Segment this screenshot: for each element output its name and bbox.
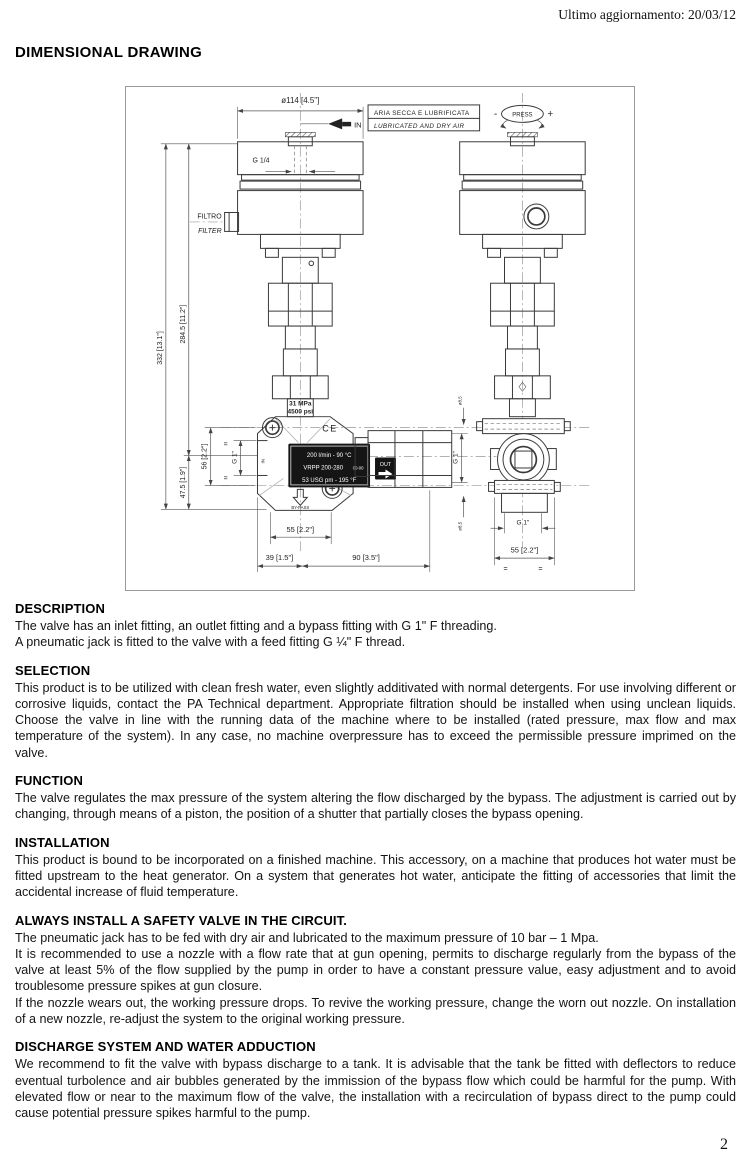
rotate-ccw-arrow-icon [503,120,507,128]
plate-model: VRPP 200-280 [303,465,344,472]
equals-mark: = [503,566,508,574]
filtro-label: FILTRO [197,213,222,221]
section-safety-valve [15,913,736,1028]
page-title: DIMENSIONAL DRAWING [15,44,203,61]
plate-code: 00-00 [352,465,364,471]
inlet-air-callout [300,105,479,131]
dim-55-side-label: 55 [2.2"] [510,545,539,555]
press-knob-callout [494,105,554,128]
section-heading: INSTALLATION [15,834,110,850]
hole-dia-top-label: ø8,5 [457,396,463,406]
g1-bottom-label: G 1" [516,519,530,527]
cylinder-plug [524,204,549,229]
section-selection [15,663,736,761]
section-heading: ALWAYS INSTALL A SAFETY VALVE IN THE CIRCUIT. [15,912,347,928]
equals-mark: = [538,566,543,574]
out-label: OUT [379,461,392,468]
section-paragraph: This product is to be utilized with clean fresh water, even slightly additivated with normal detergents. For use involving different or corrosive liquids, contact the PA Technical department. Appropriate filtration should be installed when using unclean liquids. Choose the valve in line with the running data of the machine where to be installed (rated pressure, max flow and max temperature of the system). In any case, no machine overpressure has to exceed the permissible pressure imprimed on the valve. [15,680,736,760]
section-paragraph: A pneumatic jack is fitted to the valve with a feed fitting G ¼" F thread. [15,635,406,650]
in-port-marking: IN [260,459,266,464]
front-view-dimensions [157,144,468,572]
pressure-psi-label: 4500 psi [287,408,314,416]
document-body [15,601,736,1122]
last-updated-label: Ultimo aggiornamento: 20/03/12 [558,7,736,22]
dim-diameter-label: ø114 [4.5"] [281,95,320,105]
g1-outlet-label: G 1" [452,451,460,464]
rotate-cw-arrow-icon [537,120,541,128]
section-paragraph: The valve has an inlet fitting, an outlet fitting and a bypass fitting with G 1" F threading. [15,619,497,633]
bolt-top-left [262,418,282,438]
section-paragraph: This product is bound to be incorporated on a finished machine. This accessory, on a machine that produces hot water must be fitted upstream to the heat generator. On a system that generates hot water, anticipate the fitting of accessories that limit the accidental increase of fluid temperature. [15,852,736,900]
dim-39-label: 39 [1.5"] [265,553,294,563]
plate-usg: 53 USG pm - 195 °F [302,477,357,484]
section-paragraph: We recommend to fit the valve with bypass discharge to a tank. It is advisable that the tank be fitted with deflectors to reduce eventual turbolence and air bubbles generated by the immission of the bypass flow which could be harmful for the pump. With elevated flow or near to the maximum flow of the valve, the installation with a recirculation of bypass direct to the pump could cause potential pressure spikes harmful to the pump. [15,1057,736,1121]
section-heading: SELECTION [15,662,91,678]
in-arrow-icon [328,118,342,129]
section-paragraph: It is recommended to use a nozzle with a flow rate that at gun opening, permits to discharge regularly from the bypass of the valve at least 5% of the flow supplied by the pump in order to have a constant pressure value, easy adjustment and to avoid troublesome pressure spikes at gun closure. [15,946,736,994]
dim-332-label: 332 [13.1"] [156,331,164,365]
section-paragraph: The pneumatic jack has to be fed with dry air and lubricated to the maximum pressure of 10 bar – 1 Mpa. [15,930,599,945]
dim-47-label: 47.5 [1.9"] [179,466,187,499]
ce-mark: CE [322,423,338,434]
pressure-mpa-label: 31 MPa [289,400,312,408]
section-heading: DISCHARGE SYSTEM AND WATER ADDUCTION [15,1039,316,1055]
section-paragraph: If the nozzle wears out, the working pressure drops. To revive the working pressure, change the worn out nozzle. On installation of a new nozzle, re-adjust the system to the original working pressure. [15,995,736,1027]
air-label-english: LUBRICATED AND DRY AIR [374,122,465,130]
filter-label: FILTER [198,227,222,235]
section-description [15,601,736,651]
page-number: 2 [720,1136,728,1153]
dim-56-label: 56 [2.2"] [201,443,209,470]
air-label-italian: ARIA SECCA E LUBRIFICATA [374,109,470,117]
out-marking [375,458,396,480]
section-heading: FUNCTION [15,773,83,789]
equals-mark: = [223,441,228,449]
plate-flow-temp: 200 l/min - 90 °C [306,453,352,460]
g14-thread-label: G 1/4 [252,157,270,165]
equals-mark: = [223,475,228,483]
valve-technical-drawing [126,87,634,590]
dim-284-label: 284.5 [11.2"] [179,304,187,344]
dim-55-bypass-label: 55 [2.2"] [286,525,315,535]
section-paragraph: The valve regulates the max pressure of the system altering the flow discharged by the bypass. The adjustment is carried out by changing, through means of a piston, the position of a shutter that partially closes the bypass opening. [15,791,736,822]
dimensional-drawing [125,86,635,591]
rating-plate [288,444,370,488]
bypass-label: BY-PASS [291,504,310,510]
section-discharge [15,1039,736,1121]
section-function [15,773,736,823]
press-plus-label: + [547,108,554,120]
dim-90-label: 90 [3.5"] [352,553,380,563]
press-minus-label: - [493,108,498,120]
g1-inlet-label: G 1" [231,451,239,464]
section-installation [15,835,736,901]
section-heading: DESCRIPTION [15,601,105,616]
hole-dia-bottom-label: ø8,5 [457,521,463,531]
in-flow-label: IN [354,120,362,130]
valve-front-view [190,132,452,510]
press-label: PRESS [512,112,533,119]
